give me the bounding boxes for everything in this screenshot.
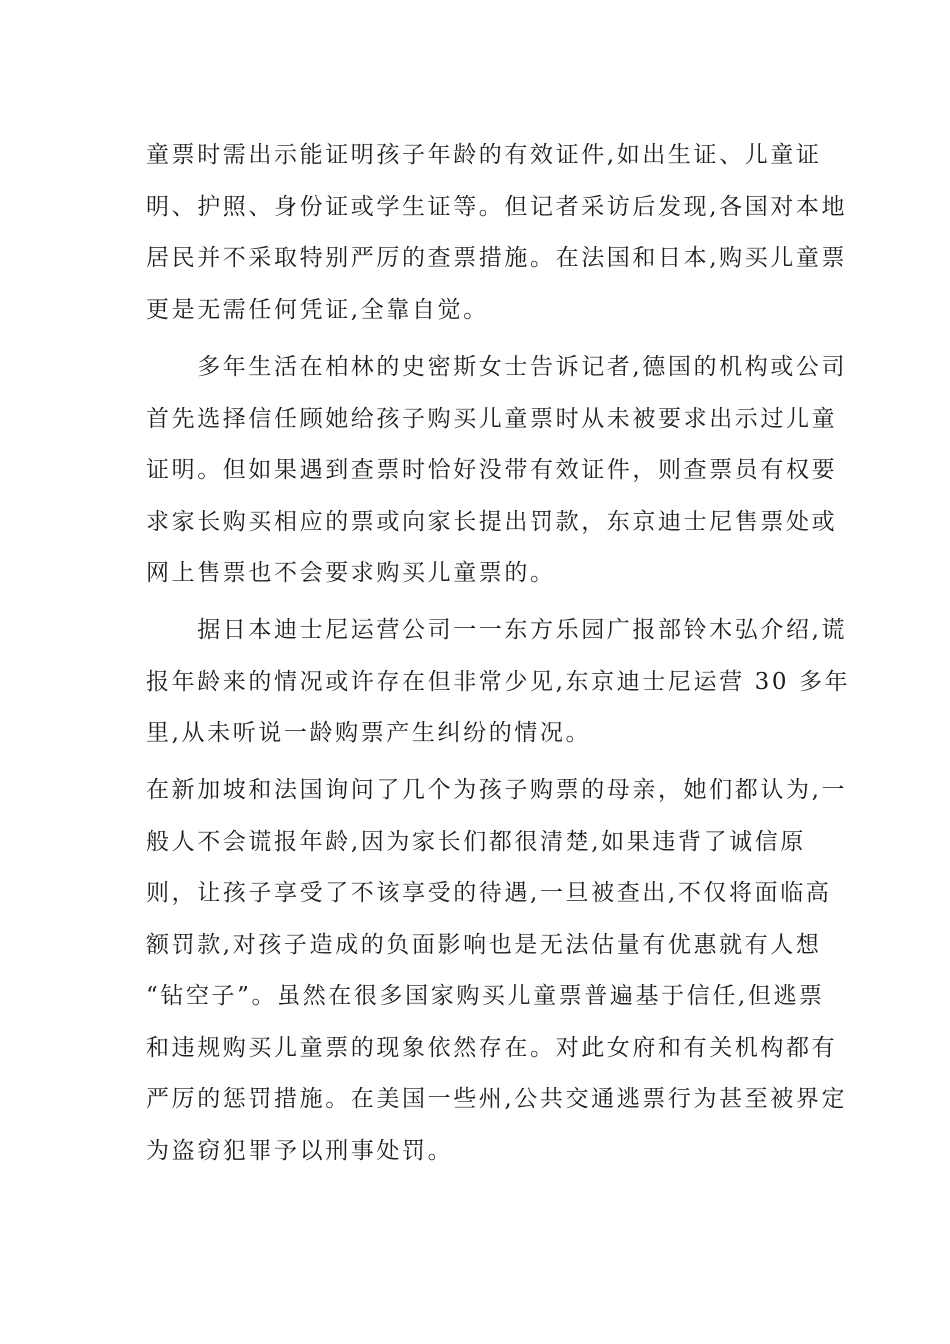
text-line: 网上售票也不会要求购买儿童票的。: [146, 560, 556, 586]
text-line: 证明。但如果遇到查票时恰好没带有效证件，则查票员有权要: [146, 457, 838, 483]
text-line: 则，让孩子享受了不该享受的待遇,一旦被查出,不仅将面临高: [146, 880, 832, 906]
paragraph-4: [146, 765, 848, 1177]
text-line: 在新加坡和法国询问了几个为孩子购票的母亲，她们都认为,一: [146, 777, 848, 803]
paragraph-1: [146, 130, 848, 336]
text-line: 童票时需出示能证明孩子年龄的有效证件,如出生证、儿童证: [146, 142, 822, 168]
paragraph-2: [146, 342, 848, 600]
text-line: 严厉的惩罚措施。在美国一些州,公共交通逃票行为甚至被界定: [146, 1086, 848, 1112]
text-line: 般人不会谎报年龄,因为家长们都很清楚,如果违背了诚信原: [146, 828, 806, 855]
text-line: 额罚款,对孩子造成的负面影响也是无法估量有优惠就有人想: [146, 931, 822, 958]
text-line: 据日本迪士尼运营公司一一东方乐园广报部铃木弘介绍,谎: [146, 617, 848, 643]
paragraph-3: [146, 605, 851, 760]
text-line: 多年生活在柏林的史密斯女士告诉记者,德国的机构或公司: [146, 354, 848, 380]
text-line: 里,从未听说一龄购票产生纠纷的情况。: [146, 720, 592, 746]
text-line: 和违规购买儿童票的现象依然存在。对此女府和有关机构都有: [146, 1034, 838, 1061]
text-line: 求家长购买相应的票或向家长提出罚款，东京迪士尼售票处或: [146, 508, 838, 535]
text-line: 为盗窃犯罪予以刑事处罚。: [146, 1137, 454, 1164]
text-line: 更是无需任何凭证,全靠自觉。: [146, 296, 489, 323]
text-line: 居民并不采取特别严厉的查票措施。在法国和日本,购买儿童票: [146, 245, 848, 271]
text-line: 报年龄来的情况或许存在但非常少见,东京迪士尼运营 30 多年: [146, 668, 851, 695]
text-line: 首先选择信任顾她给孩子购买儿童票时从未被要求出示过儿童: [146, 405, 838, 432]
text-line: 明、护照、身份证或学生证等。但记者采访后发现,各国对本地: [146, 193, 848, 220]
text-line: “钻空子”。虽然在很多国家购买儿童票普遍基于信任,但逃票: [146, 983, 825, 1009]
